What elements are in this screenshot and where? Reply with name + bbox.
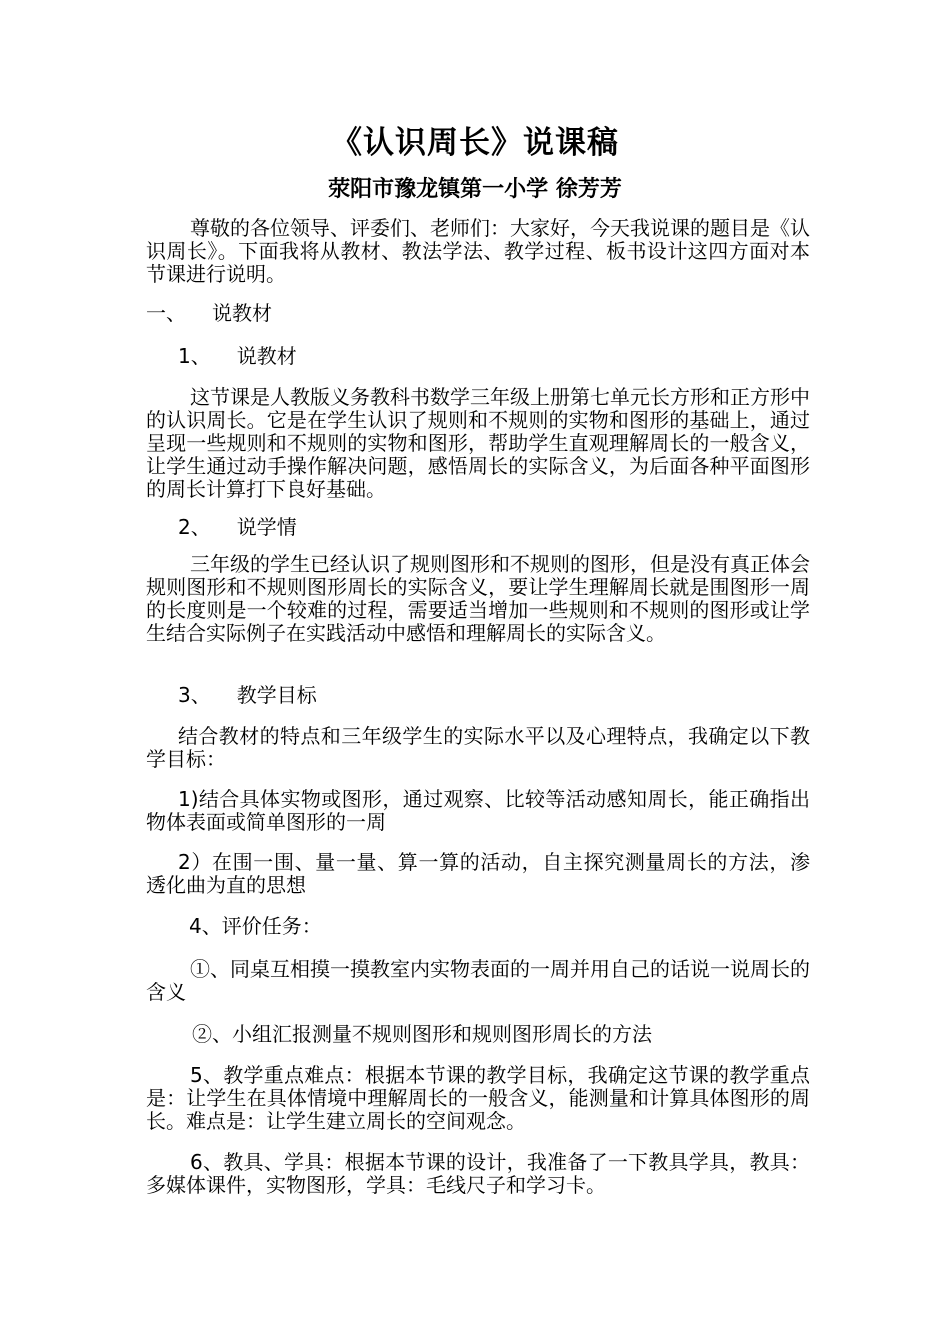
subsection-2-paragraph: 三年级的学生已经认识了规则图形和不规则的图形，但是没有真正体会规则图形和不规则图形周长的实际含义，要让学生理解周长就是围图形一周的长度则是一个较难的过程，需要适当增加一些规则和不规则的图形或让学生结合实际例子在实践活动中感悟和理解周长的实际含义。: [146, 552, 810, 645]
goal-2: [146, 851, 810, 897]
subsection-heading-3: [178, 683, 317, 707]
subsection-5-number: 5: [190, 1063, 203, 1087]
subsection-heading-1: [178, 344, 297, 368]
subsection-6-text: 、教具、学具：根据本节课的设计，我准备了一下教具学具，教具：多媒体课件，实物图形，学具：毛线尺子和学习卡。: [146, 1150, 810, 1197]
subsection-label: 说学情: [236, 515, 297, 539]
document-title: 《认识周长》说课稿: [331, 125, 619, 161]
section-label: 说教材: [212, 301, 272, 325]
subsection-5-text: 、教学重点难点：根据本节课的教学目标，我确定这节课的教学重点是：让学生在具体情境中理解周长的一般含义，能测量和计算具体图形的周长。难点是：让学生建立周长的空间观念。: [146, 1063, 810, 1133]
evaluation-task-2: ②、小组汇报测量不规则图形和规则图形周长的方法: [192, 1022, 652, 1046]
subsection-number: 3、: [178, 683, 211, 707]
subsection-number: 2、: [178, 515, 211, 539]
goal-1-number: 1): [178, 787, 199, 811]
goal-2-number: 2: [178, 850, 191, 874]
subsection-6-paragraph: [146, 1151, 810, 1197]
subsection-heading-2: [178, 515, 297, 539]
intro-paragraph: 尊敬的各位领导、评委们、老师们：大家好，今天我说课的题目是《认识周长》。下面我将从教材、教法学法、教学过程、板书设计这四方面对本节课进行说明。: [146, 216, 810, 286]
subsection-label: 说教材: [236, 344, 297, 368]
subsection-heading-4: [189, 914, 322, 938]
subsection-1-paragraph: 这节课是人教版义务教科书数学三年级上册第七单元长方形和正方形中的认识周长。它是在学生认识了规则和不规则的实物和图形的基础上，通过呈现一些规则和不规则的实物和图形，帮助学生直观理解周长的一般含义，让学生通过动手操作解决问题，感悟周长的实际含义，为后面各种平面图形的周长计算打下良好基础。: [146, 385, 810, 501]
subsection-number: 1、: [178, 344, 211, 368]
subsection-3-paragraph: 结合教材的特点和三年级学生的实际水平以及心理特点，我确定以下教学目标：: [146, 724, 810, 771]
subsection-4-label: 、评价任务：: [201, 914, 322, 938]
subsection-5-paragraph: [146, 1064, 810, 1133]
goal-2-text: ）在围一围、量一量、算一算的活动，自主探究测量周长的方法，渗透化曲为直的思想: [146, 850, 810, 897]
subsection-6-number: 6: [190, 1150, 203, 1174]
goal-1: [146, 788, 810, 834]
goal-1-text: 结合具体实物或图形，通过观察、比较等活动感知周长，能正确指出物体表面或简单图形的一周: [146, 787, 810, 834]
section-number: 一、: [146, 301, 186, 325]
evaluation-task-1: ①、同桌互相摸一摸教室内实物表面的一周并用自己的话说一说周长的含义: [146, 957, 810, 1004]
document-author: 荥阳市豫龙镇第一小学 徐芳芳: [328, 177, 622, 202]
subsection-label: 教学目标: [236, 683, 317, 707]
section-heading-1: [146, 301, 272, 325]
subsection-4-number: 4: [189, 914, 202, 938]
